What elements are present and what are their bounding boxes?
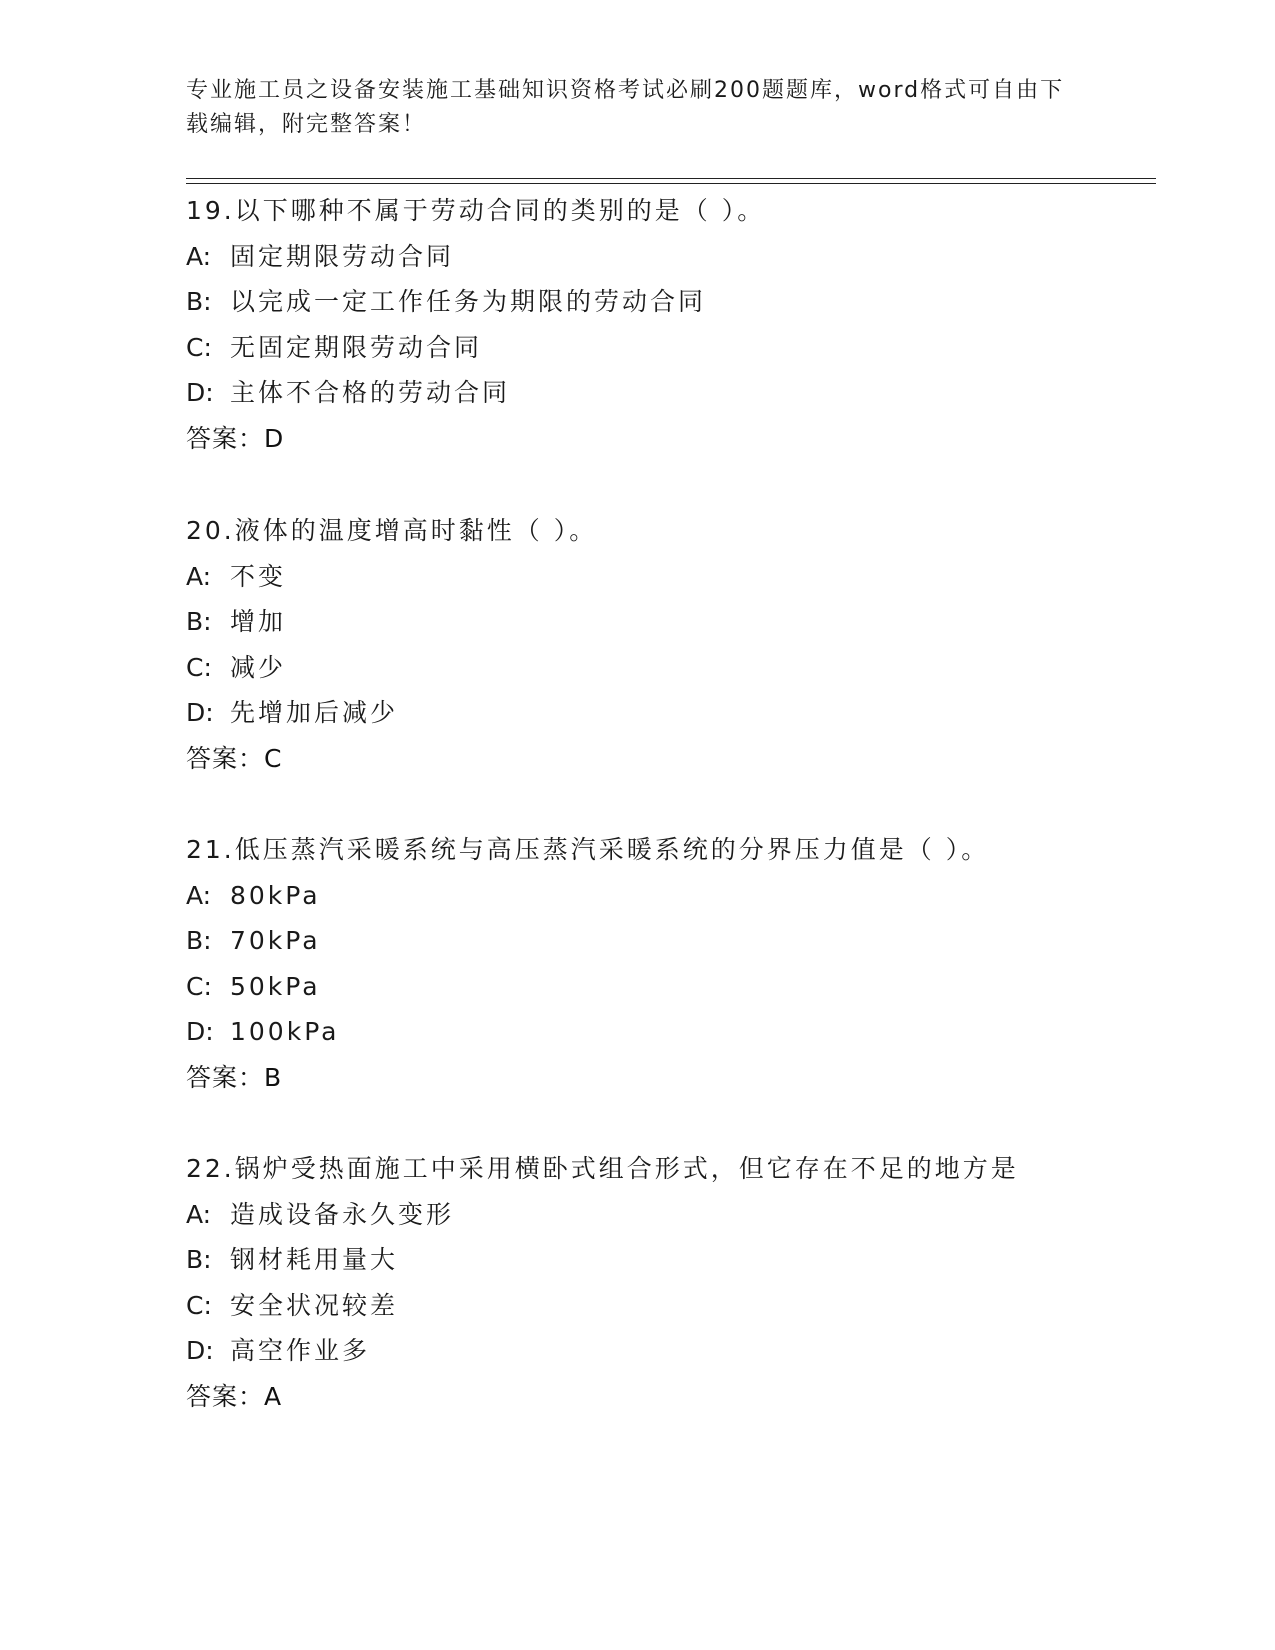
option-d xyxy=(186,370,1146,416)
option-text: 70kPa xyxy=(230,926,321,955)
question-block xyxy=(186,188,1146,461)
answer-line: 答案：D xyxy=(186,423,285,453)
option-label: A: xyxy=(186,880,212,910)
question-block xyxy=(186,827,1146,1100)
option-label: A: xyxy=(186,1199,212,1229)
answer-line: 答案：A xyxy=(186,1381,283,1411)
question-stem: 20.液体的温度增高时黏性（ ）。 xyxy=(186,516,598,545)
option-label: A: xyxy=(186,241,212,271)
option-text: 以完成一定工作任务为期限的劳动合同 xyxy=(230,287,707,316)
option-text: 安全状况较差 xyxy=(230,1290,399,1320)
option-b xyxy=(186,918,1146,964)
option-label: B: xyxy=(186,607,212,636)
option-label: D: xyxy=(186,1017,214,1046)
option-text: 100kPa xyxy=(230,1017,340,1046)
option-label: D: xyxy=(186,698,214,727)
option-d xyxy=(186,1328,1146,1374)
question-stem: 19.以下哪种不属于劳动合同的类别的是（ ）。 xyxy=(186,196,766,225)
option-label: D: xyxy=(186,378,214,407)
question-block xyxy=(186,1146,1146,1419)
option-label: B: xyxy=(186,926,212,955)
option-b xyxy=(186,279,1146,325)
option-label: C: xyxy=(186,1290,212,1320)
option-label: A: xyxy=(186,561,212,591)
option-label: B: xyxy=(186,1245,212,1274)
header-divider-top xyxy=(186,178,1156,179)
option-text: 80kPa xyxy=(230,880,321,910)
option-text: 不变 xyxy=(230,561,287,591)
option-text: 主体不合格的劳动合同 xyxy=(230,378,511,407)
option-c xyxy=(186,1283,1146,1329)
option-label: C: xyxy=(186,652,212,682)
option-b xyxy=(186,1237,1146,1283)
option-c xyxy=(186,645,1146,691)
header-divider-bottom xyxy=(186,183,1156,184)
option-label: B: xyxy=(186,287,212,316)
option-text: 减少 xyxy=(230,652,287,682)
option-text: 钢材耗用量大 xyxy=(230,1245,399,1274)
question-stem: 22.锅炉受热面施工中采用横卧式组合形式，但它存在不足的地方是 xyxy=(186,1154,1019,1183)
option-c xyxy=(186,325,1146,371)
option-text: 50kPa xyxy=(230,971,321,1001)
option-text: 增加 xyxy=(230,607,287,636)
question-stem: 21.低压蒸汽采暖系统与高压蒸汽采暖系统的分界压力值是（ ）。 xyxy=(186,835,990,864)
option-text: 高空作业多 xyxy=(230,1336,371,1365)
option-d xyxy=(186,1009,1146,1055)
option-a xyxy=(186,554,1146,600)
option-label: C: xyxy=(186,971,212,1001)
option-label: C: xyxy=(186,332,212,362)
question-block xyxy=(186,508,1146,781)
option-a xyxy=(186,234,1146,280)
document-header: 专业施工员之设备安装施工基础知识资格考试必刷200题题库，word格式可自由下载编辑，附完整答案！ xyxy=(186,78,1065,137)
option-text: 先增加后减少 xyxy=(230,698,399,727)
option-text: 无固定期限劳动合同 xyxy=(230,332,483,362)
option-d xyxy=(186,690,1146,736)
option-text: 造成设备永久变形 xyxy=(230,1199,455,1229)
answer-line: 答案：C xyxy=(186,743,283,773)
option-b xyxy=(186,599,1146,645)
option-a xyxy=(186,1192,1146,1238)
option-label: D: xyxy=(186,1336,214,1365)
option-c xyxy=(186,964,1146,1010)
option-a xyxy=(186,873,1146,919)
answer-line: 答案：B xyxy=(186,1062,283,1092)
option-text: 固定期限劳动合同 xyxy=(230,241,455,271)
